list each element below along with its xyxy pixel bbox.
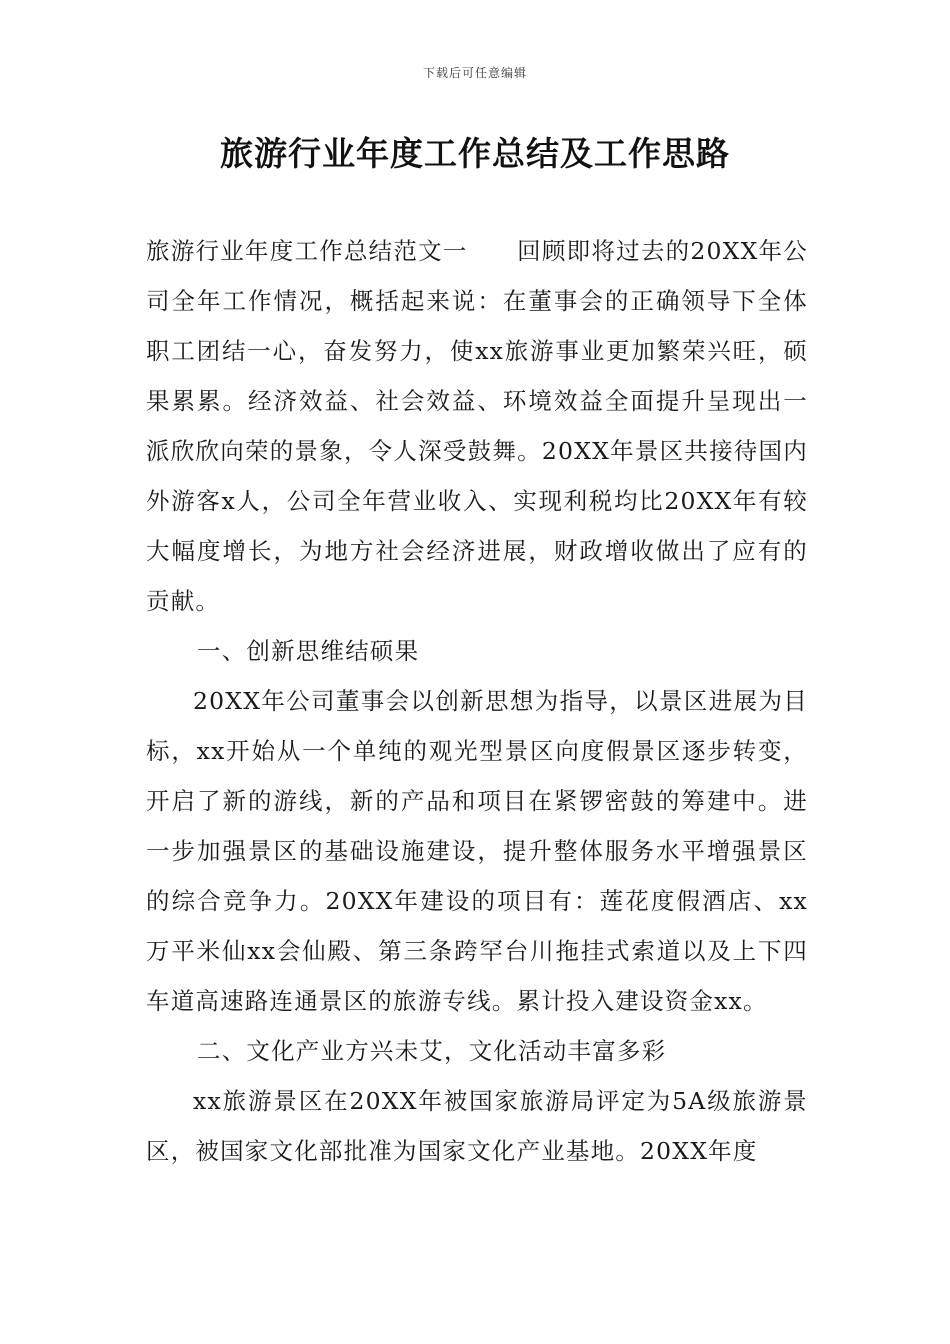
section-heading-1: 一、创新思维结硕果	[197, 637, 420, 665]
intro-paragraph: 旅游行业年度工作总结范文一 回顾即将过去的20XX年公司全年工作情况，概括起来说：在董事会的正确领导下全体职工团结一心，奋发努力，使xx旅游事业更加繁荣兴旺，硕果累累。经济效益、社会效益、环境效益全面提升呈现出一派欣欣向荣的景象，令人深受鼓舞。20XX年景区共接待国内外游客x人，公司全年营业收入、实现利税均比20XX年有较大幅度增长，为地方社会经济进展，财政增收做出了应有的贡献。	[146, 237, 808, 615]
section-heading-2: 二、文化产业方兴未艾，文化活动丰富多彩	[197, 1037, 667, 1065]
section-2-paragraph: xx旅游景区在20XX年被国家旅游局评定为5A级旅游景区，被国家文化部批准为国家文化产业基地。20XX年度	[146, 1087, 808, 1165]
document-body	[146, 226, 808, 1176]
header-note: 下载后可任意编辑	[422, 66, 527, 80]
document-title: 旅游行业年度工作总结及工作思路	[220, 134, 730, 173]
section-1-paragraph: 20XX年公司董事会以创新思想为指导，以景区进展为目标，xx开始从一个单纯的观光型景区向度假景区逐步转变，开启了新的游线，新的产品和项目在紧锣密鼓的筹建中。进一步加强景区的基础设施建设，提升整体服务水平增强景区的综合竞争力。20XX年建设的项目有：莲花度假酒店、xx万平米仙xx会仙殿、第三条跨罕台川拖挂式索道以及上下四车道高速路连通景区的旅游专线。累计投入建设资金xx。	[146, 687, 808, 1015]
